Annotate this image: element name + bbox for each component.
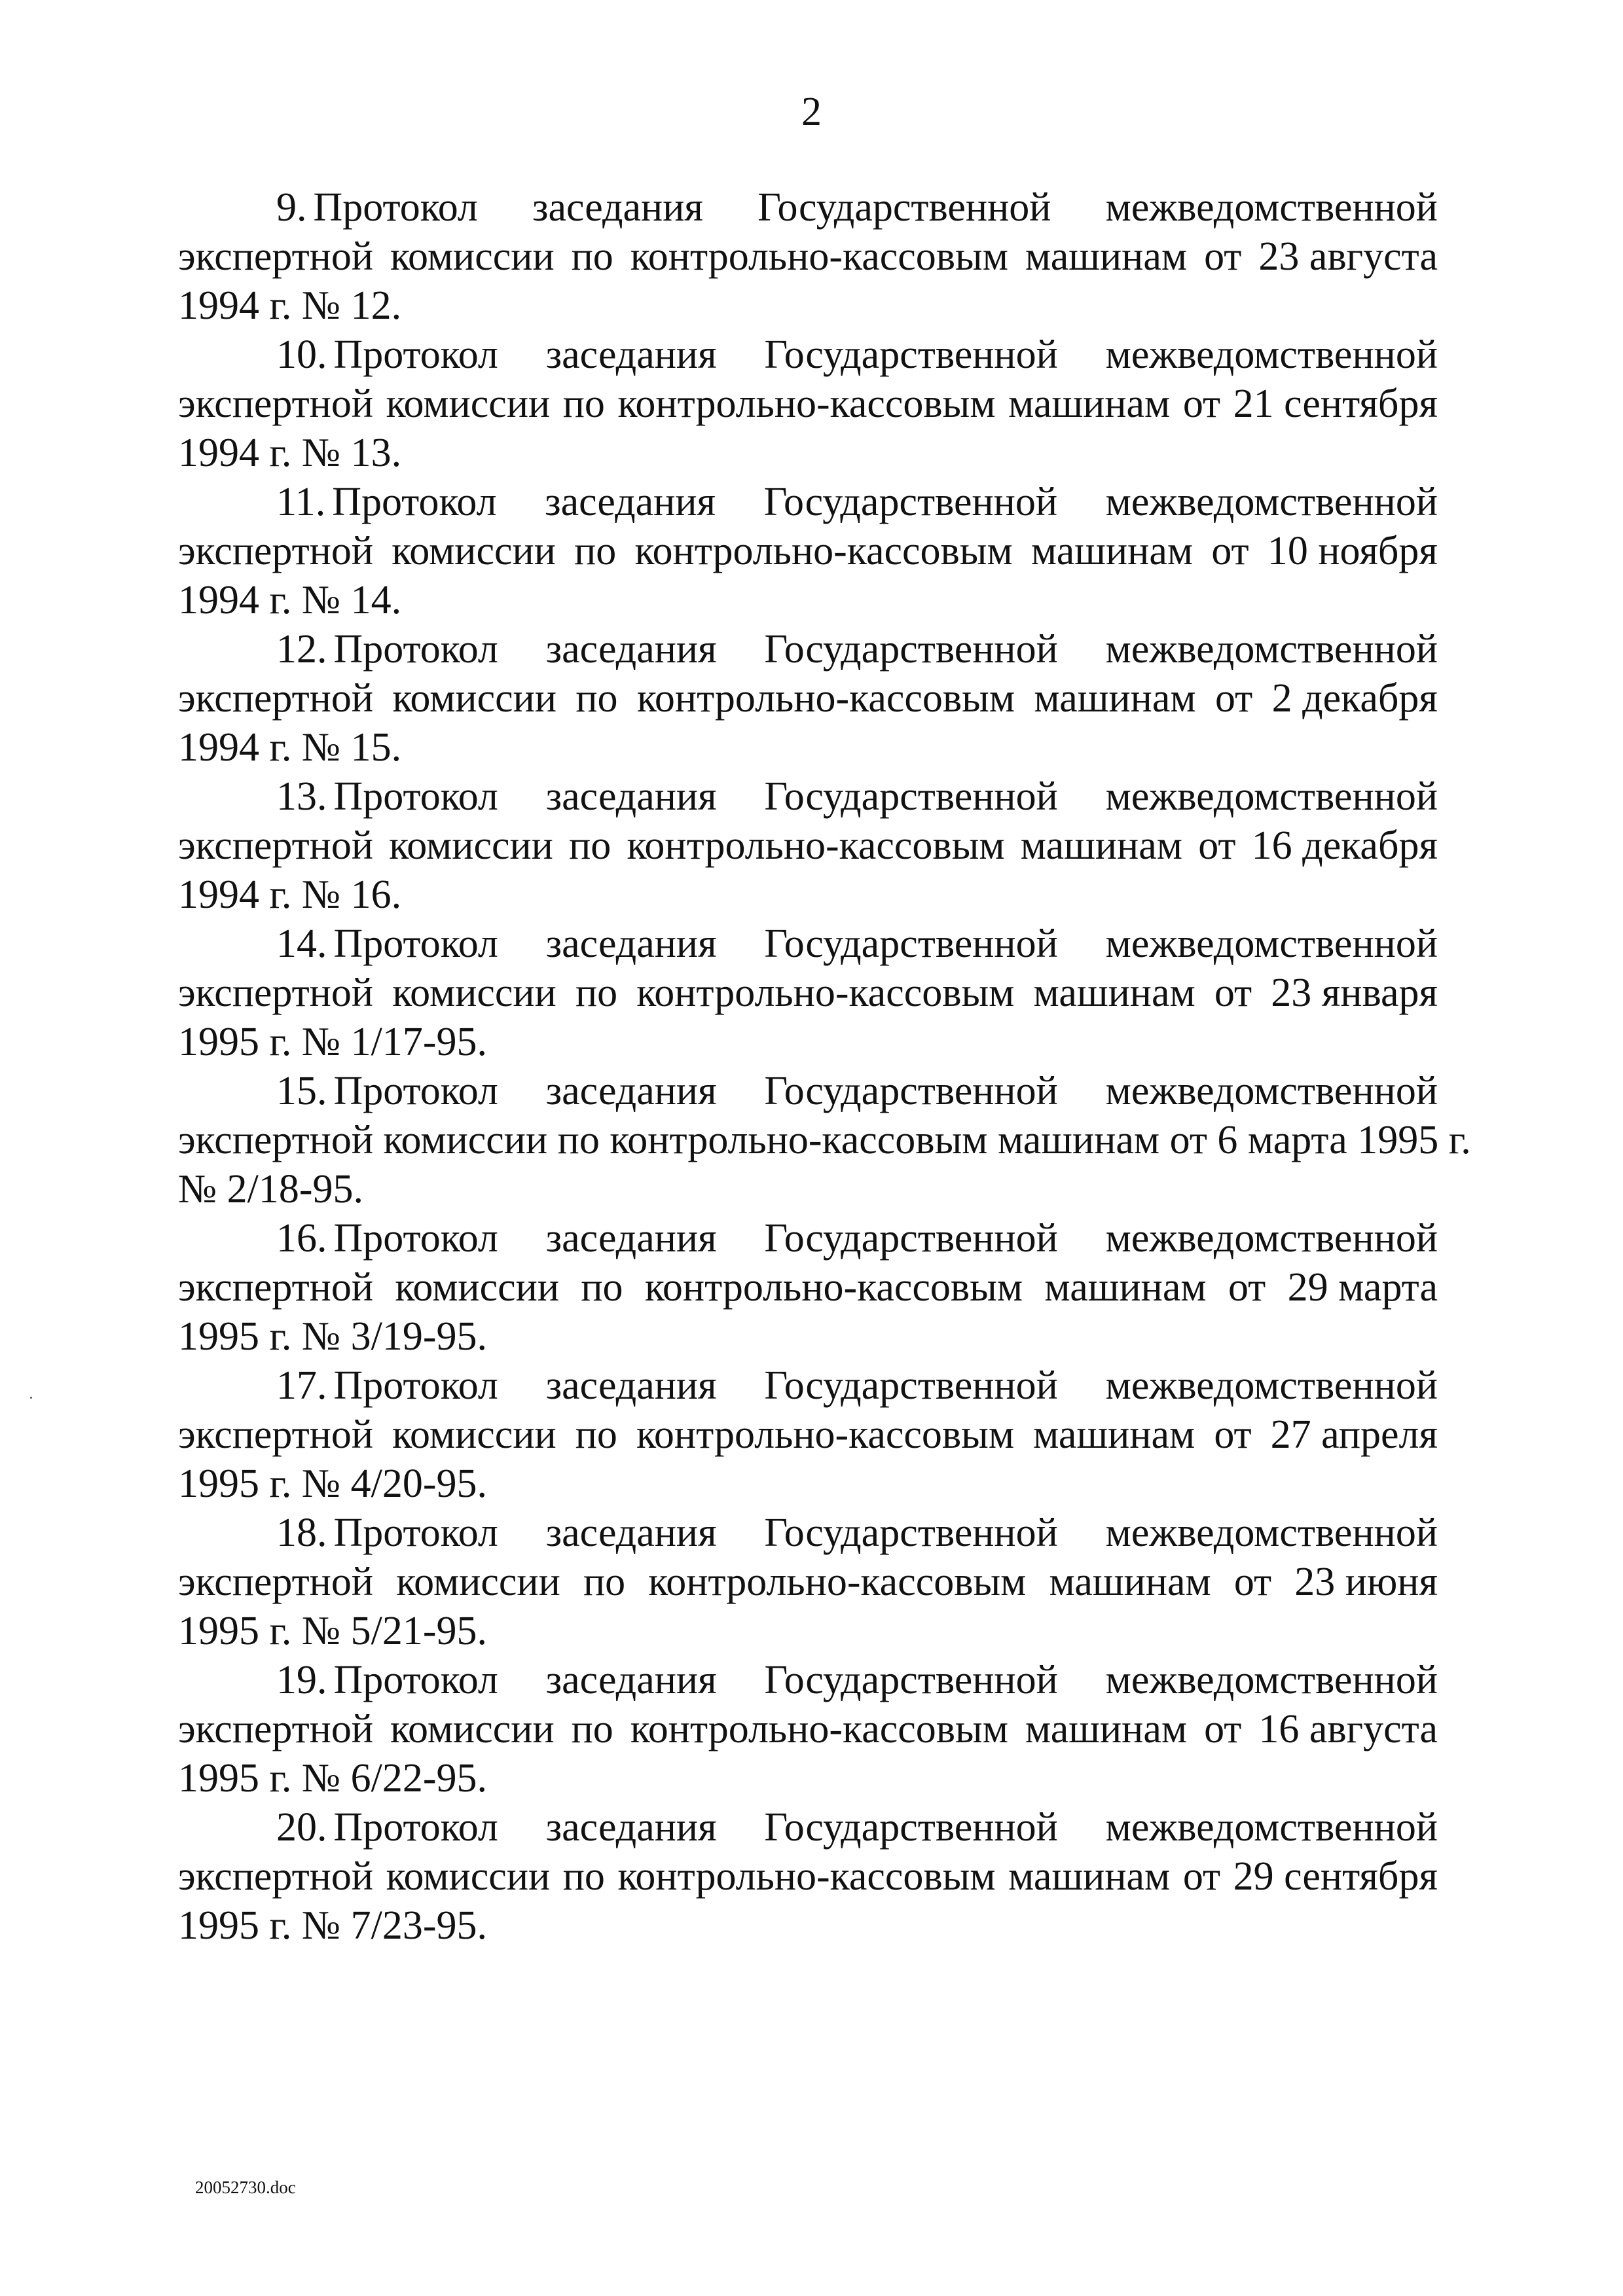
item-line-1 <box>178 478 1438 527</box>
item-word: экспертной <box>178 234 374 279</box>
item-line-2 <box>178 1116 1471 1165</box>
item-word: заседания <box>545 774 717 819</box>
item-word: от <box>1214 971 1252 1015</box>
item-line-2 <box>178 1705 1438 1754</box>
item-word: комиссии <box>386 1854 551 1899</box>
item-line-1 <box>178 1509 1438 1558</box>
item-word: Государственной <box>764 1511 1058 1555</box>
item-word: комиссии <box>392 676 557 721</box>
item-line-1 <box>178 1803 1438 1852</box>
list-item <box>178 1803 1438 1950</box>
item-word: 2 декабря <box>1271 676 1438 721</box>
item-word: межведомственной <box>1105 1363 1438 1408</box>
item-line-1 <box>178 331 1438 380</box>
item-line-2 <box>178 1852 1438 1901</box>
item-word: комиссии <box>392 529 556 573</box>
item-line-3: 1995 г. № 1/17-95. <box>178 1020 487 1064</box>
item-word: межведомственной <box>1105 1069 1438 1113</box>
item-word: межведомственной <box>1105 1511 1438 1555</box>
item-word: по <box>562 382 605 426</box>
item-word: комиссии <box>386 382 551 426</box>
item-word: машинам <box>1033 971 1195 1015</box>
item-word: заседания <box>545 627 717 672</box>
item-word: экспертной <box>178 382 374 426</box>
list-item <box>178 1656 1438 1803</box>
item-word: Государственной <box>764 627 1058 672</box>
item-word: Государственной <box>763 480 1058 524</box>
item-number: 20. <box>276 1805 327 1850</box>
scan-speck <box>30 1397 32 1399</box>
item-word: экспертной <box>178 529 374 573</box>
item-word: экспертной <box>178 1707 374 1751</box>
item-word: заседания <box>545 1069 717 1113</box>
item-word: межведомственной <box>1105 1658 1438 1702</box>
item-word: комиссии <box>390 234 555 279</box>
page-number: 2 <box>801 90 822 134</box>
item-number: 10. <box>276 332 327 377</box>
item-word: экспертной <box>178 676 374 721</box>
item-number: 19. <box>276 1658 327 1702</box>
list-item <box>178 183 1438 331</box>
item-word: от <box>1182 382 1221 426</box>
item-word: заседания <box>545 922 717 966</box>
item-number: 17. <box>276 1363 327 1408</box>
item-line-3: 1995 г. № 5/21-95. <box>178 1609 487 1653</box>
item-word: по <box>583 1560 626 1604</box>
item-number: 18. <box>276 1511 327 1555</box>
item-word: Протокол <box>333 1805 498 1850</box>
item-word: межведомственной <box>1105 332 1438 377</box>
item-line-3: 1994 г. № 13. <box>178 431 402 475</box>
list-item <box>178 1067 1471 1214</box>
item-word: экспертной комиссии по контрольно-кассовым машинам от 6 марта 1995 г. <box>178 1118 1471 1162</box>
item-word: 16 декабря <box>1251 823 1438 868</box>
item-word: контрольно-кассовым <box>636 676 1015 721</box>
item-word: 27 апреля <box>1270 1412 1438 1457</box>
item-number: 11. <box>276 480 326 524</box>
item-word: машинам <box>1020 823 1182 868</box>
item-word: машинам <box>1044 1265 1207 1310</box>
item-word: экспертной <box>178 1412 374 1457</box>
item-word: по <box>581 1265 623 1310</box>
footer-file-reference: 20052730.doc <box>195 2178 296 2197</box>
list-item <box>178 478 1438 625</box>
item-word: заседания <box>545 1805 717 1850</box>
item-line-3: 1995 г. № 4/20-95. <box>178 1462 487 1506</box>
item-word: по <box>562 1854 605 1899</box>
item-line-2 <box>178 232 1438 281</box>
protocol-list <box>178 183 1471 1950</box>
item-line-1 <box>178 183 1438 232</box>
item-word: от <box>1182 1854 1221 1899</box>
item-line-2 <box>178 821 1438 870</box>
item-word: комиссии <box>392 971 556 1015</box>
item-word: Государственной <box>764 1658 1058 1702</box>
item-line-2 <box>178 1263 1438 1312</box>
item-word: заседания <box>545 480 716 524</box>
list-item <box>178 772 1438 920</box>
item-word: контрольно-кассовым <box>644 1265 1023 1310</box>
item-line-1 <box>178 1067 1438 1116</box>
item-word: заседания <box>545 1511 717 1555</box>
list-item <box>178 625 1438 772</box>
list-item <box>178 920 1438 1067</box>
item-line-3: 1994 г. № 16. <box>178 872 402 917</box>
item-word: комиссии <box>396 1560 560 1604</box>
item-word: Протокол <box>333 774 498 819</box>
item-word: машинам <box>1049 1560 1211 1604</box>
item-word: машинам <box>1033 1412 1195 1457</box>
item-word: по <box>571 1707 613 1751</box>
item-word: от <box>1214 1412 1252 1457</box>
item-word: 21 сентября <box>1233 382 1438 426</box>
item-number: 15. <box>276 1069 327 1113</box>
item-word: Государственной <box>764 332 1058 377</box>
item-word: Государственной <box>764 922 1058 966</box>
item-word: межведомственной <box>1105 185 1438 230</box>
item-word: контрольно-кассовым <box>627 823 1005 868</box>
item-line-1 <box>178 772 1438 821</box>
item-line-1 <box>178 1214 1438 1263</box>
item-line-3: 1995 г. № 6/22-95. <box>178 1756 487 1801</box>
item-word: Протокол <box>333 922 498 966</box>
item-word: 16 августа <box>1258 1707 1438 1751</box>
item-word: 23 августа <box>1258 234 1438 279</box>
item-word: межведомственной <box>1105 1216 1438 1261</box>
item-word: Государственной <box>757 185 1051 230</box>
item-word: от <box>1214 676 1253 721</box>
item-line-3: 1994 г. № 12. <box>178 283 402 328</box>
item-line-1 <box>178 1361 1438 1410</box>
item-line-2 <box>178 969 1438 1018</box>
item-word: машинам <box>1034 676 1196 721</box>
item-word: экспертной <box>178 1560 374 1604</box>
item-line-2 <box>178 380 1438 429</box>
item-line-2 <box>178 674 1438 723</box>
item-word: межведомственной <box>1105 480 1438 524</box>
item-word: заседания <box>545 332 717 377</box>
item-word: 29 сентября <box>1233 1854 1438 1899</box>
item-word: Протокол <box>313 185 478 230</box>
item-word: контрольно-кассовым <box>617 382 996 426</box>
item-word: по <box>574 529 617 573</box>
item-word: контрольно-кассовым <box>648 1560 1027 1604</box>
item-line-2 <box>178 1410 1438 1460</box>
item-number: 9. <box>276 185 307 230</box>
item-word: от <box>1198 823 1236 868</box>
item-word: контрольно-кассовым <box>617 1854 996 1899</box>
item-line-1 <box>178 920 1438 969</box>
item-word: машинам <box>1025 1707 1188 1751</box>
item-word: контрольно-кассовым <box>634 529 1013 573</box>
item-word: машинам <box>1025 234 1188 279</box>
item-word: машинам <box>1008 382 1171 426</box>
item-line-2 <box>178 1558 1438 1607</box>
item-word: экспертной <box>178 1265 374 1310</box>
item-line-3: 1994 г. № 14. <box>178 578 402 622</box>
item-word: от <box>1211 529 1249 573</box>
item-word: экспертной <box>178 1854 374 1899</box>
item-word: машинам <box>1008 1854 1171 1899</box>
item-word: Государственной <box>764 1069 1058 1113</box>
item-word: Государственной <box>764 1363 1058 1408</box>
item-word: контрольно-кассовым <box>630 1707 1008 1751</box>
item-word: Протокол <box>333 1216 498 1261</box>
item-word: по <box>575 1412 617 1457</box>
item-word: Государственной <box>764 1805 1058 1850</box>
item-word: от <box>1204 1707 1242 1751</box>
item-number: 13. <box>276 774 327 819</box>
item-line-1 <box>178 1656 1438 1705</box>
item-word: 23 июня <box>1294 1560 1438 1604</box>
item-word: контрольно-кассовым <box>636 1412 1015 1457</box>
item-word: по <box>571 234 613 279</box>
item-word: по <box>575 971 618 1015</box>
item-word: Протокол <box>333 1658 498 1702</box>
item-word: 23 января <box>1271 971 1438 1015</box>
item-line-3: 1995 г. № 7/23-95. <box>178 1903 487 1948</box>
item-word: межведомственной <box>1105 627 1438 672</box>
item-word: Протокол <box>333 1511 498 1555</box>
item-word: от <box>1233 1560 1272 1604</box>
item-word: заседания <box>545 1363 717 1408</box>
item-word: Протокол <box>333 627 498 672</box>
item-word: комиссии <box>390 1707 555 1751</box>
item-word: экспертной <box>178 971 374 1015</box>
item-word: Государственной <box>764 774 1058 819</box>
item-line-1 <box>178 625 1438 674</box>
item-word: от <box>1204 234 1242 279</box>
list-item <box>178 1214 1438 1361</box>
item-word: Протокол <box>332 480 497 524</box>
item-line-3: 1995 г. № 3/19-95. <box>178 1314 487 1359</box>
item-word: заседания <box>545 1658 717 1702</box>
item-word: по <box>575 676 618 721</box>
item-word: контрольно-кассовым <box>636 971 1015 1015</box>
item-word: Протокол <box>333 1069 498 1113</box>
item-line-3: 1994 г. № 15. <box>178 725 402 770</box>
item-word: по <box>569 823 611 868</box>
list-item <box>178 1509 1438 1656</box>
list-item <box>178 331 1438 478</box>
item-number: 16. <box>276 1216 327 1261</box>
item-word: от <box>1228 1265 1266 1310</box>
item-word: 10 ноября <box>1267 529 1438 573</box>
item-word: Протокол <box>333 1363 498 1408</box>
item-word: комиссии <box>395 1265 560 1310</box>
list-item <box>178 1361 1438 1509</box>
item-word: контрольно-кассовым <box>630 234 1008 279</box>
item-word: комиссии <box>389 823 553 868</box>
item-word: межведомственной <box>1105 1805 1438 1850</box>
item-word: межведомственной <box>1105 922 1438 966</box>
item-word: машинам <box>1030 529 1194 573</box>
item-word: Протокол <box>333 332 498 377</box>
item-line-2 <box>178 527 1438 576</box>
item-line-3: № 2/18-95. <box>178 1167 364 1211</box>
item-number: 14. <box>276 922 327 966</box>
item-word: заседания <box>532 185 703 230</box>
item-word: 29 марта <box>1287 1265 1438 1310</box>
item-word: Государственной <box>764 1216 1058 1261</box>
item-word: экспертной <box>178 823 374 868</box>
item-word: межведомственной <box>1105 774 1438 819</box>
item-word: комиссии <box>392 1412 556 1457</box>
item-number: 12. <box>276 627 327 672</box>
item-word: заседания <box>545 1216 717 1261</box>
